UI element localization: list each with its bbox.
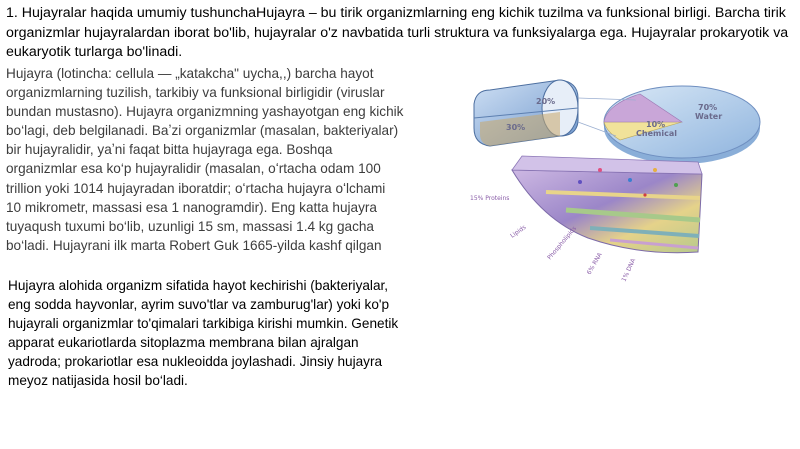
cell-composition-figure [450, 70, 795, 310]
pie-chemical-label: Chemical [636, 129, 677, 138]
pie-disc [604, 86, 760, 164]
phospholipids-label: Phospholipids [546, 225, 579, 262]
cylinder-shape [474, 80, 578, 146]
intro-heading: 1. Hujayralar haqida umumiy tushunchaHujayra – bu tirik organizmlarning eng kichik tuzilma va funksional birligi. Barcha tirik organizmlar hujayralardan iborat bo'lib, hujayralar o'z navbatida turli struktura va funksiyalarga ega. Hujayralar prokaryotik va eukaryotik turlarga bo'linadi. [6, 5, 789, 60]
rna-label: 6% RNA [585, 251, 604, 276]
cylinder-bottom-label: 30% [506, 123, 526, 132]
cell-definition-paragraph: Hujayra (lotincha: cellula — „katakcha" uycha,,) barcha hayot organizmlarning tuzilish, tarkibiy va funksional birligidir (viruslar bundan mustasno). Hujayra organizmning yashayotgan eng kichik bo‘lagi, deb belgilanadi. Baʼzi organizmlar (masalan, bakteriyalar) bir hujayralidir, yaʼni faqat bitta hujayraga ega. Boshqa organizmlar esa ko‘p hujayralidir (masalan, oʻrtacha odam 100 trillion yoki 1014 hujayradan iboratdir; oʻrtacha hujayra oʻlchami 10 mikrometr, massasi esa 1 nanogramdir). Eng katta hujayra tuyaqush tuxumi bo‘lib, uzunligi 15 sm, massasi 1.4 kg gacha bo‘ladi. Hujayrani ilk marta Robert Guk 1665-yilda kashf qilgan [6, 66, 404, 253]
dna-label: 1% DNA [620, 257, 638, 283]
proteins-label: 15% Proteins [470, 195, 510, 202]
cell-organization-paragraph: Hujayra alohida organizm sifatida hayot kechirishi (bakteriyalar, eng sodda hayvonlar, ayrim suvo'tlar va zamburug'lar) yoki ko'p hujayrali organizmlar to'qimalari tarkibiga kirishi mumkin. Genetik apparat eukariotlarda sitoplazma membrana bilan ajralgan yadroda; prokariotlar esa nukleoidda joylashadi. Jinsiy hujayra meyoz natijasida hosil bo‘ladi. [8, 278, 399, 389]
pie-water-label: Water [695, 112, 723, 121]
molecule-wedge [512, 156, 702, 253]
cell-composition-illustration [450, 70, 795, 310]
lipids-label: Lipids [509, 223, 528, 240]
cylinder-top-label: 20% [536, 97, 556, 106]
pie-water-percent: 70% [698, 103, 718, 112]
pie-chemical-percent: 10% [646, 120, 666, 129]
